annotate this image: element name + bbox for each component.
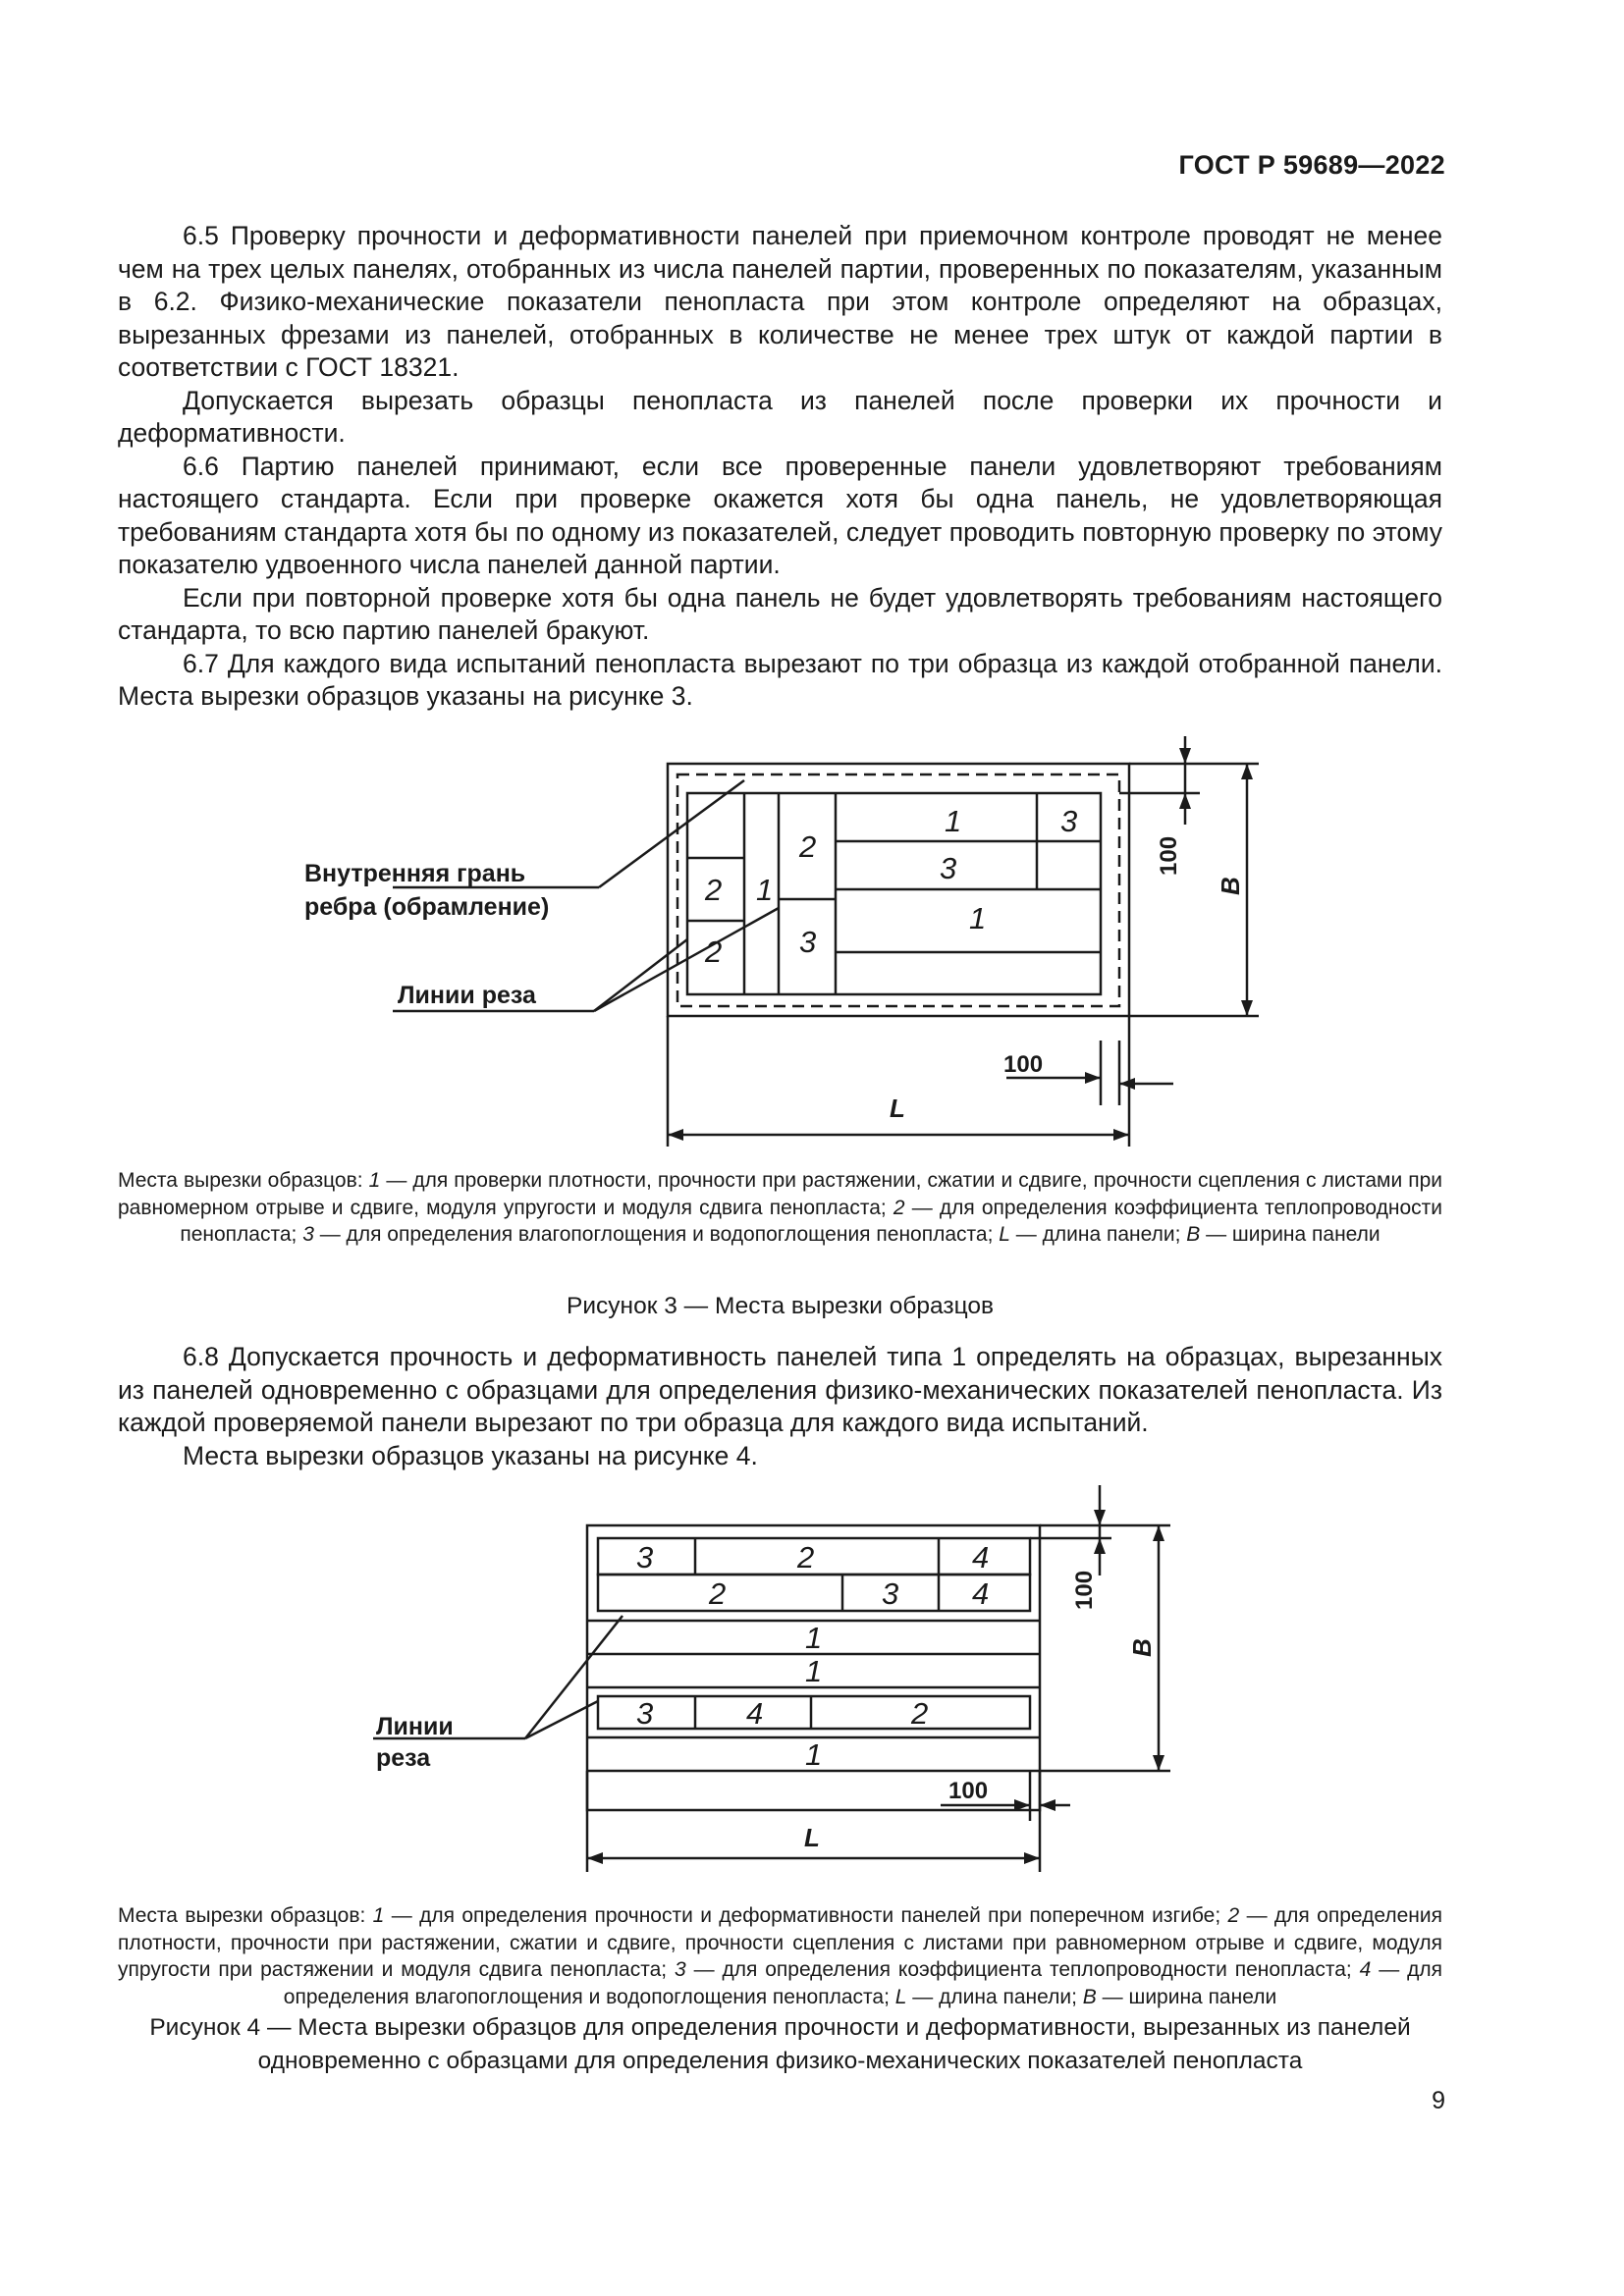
cell-3-mid: 3 (940, 851, 957, 885)
figure-3-drawing (0, 726, 1624, 1158)
row6-cell-1: 1 (805, 1737, 823, 1772)
cell-3-lower: 3 (799, 925, 817, 959)
dim-100-side: 100 (1156, 835, 1182, 876)
figure-3 (0, 726, 1624, 1158)
cell-2-left-upper: 2 (705, 873, 723, 907)
label-inner-edge-line1: Внутренняя грань (304, 860, 526, 887)
dim-100-bottom: 100 (1003, 1051, 1044, 1078)
figure-3-note (118, 1167, 1442, 1249)
dim-L: L (890, 1094, 905, 1123)
paragraph-6-7: 6.7 Для каждого вида испытаний пенопласта вырезают по три образца из каждой отобранной панели. Места вырезки образцов указаны на рисунке 3. (118, 648, 1442, 711)
document-code: ГОСТ Р 59689—2022 (1178, 150, 1445, 180)
section-text-upper (118, 220, 1442, 714)
paragraph-6-5: 6.5 Проверку прочности и деформативности панелей при приемочном контроле проводят не менее чем на трех целых панелях, отобранных из числа панелей партии, проверенных по показателям, указанным в 6.2. Физико-механические показатели пенопласта при этом контроле определяют на образцах, вырезанных фрезами из панелей, отобранных в количестве не менее трех штук от каждой партии в соответствии с ГОСТ 18321. (118, 221, 1442, 382)
figure-4-caption (118, 2011, 1442, 2078)
label-inner-edge-line2: ребра (обрамление) (304, 893, 550, 921)
paragraph-6-8-ref: Места вырезки образцов указаны на рисунке 4. (183, 1440, 758, 1470)
page-number: 9 (1432, 2087, 1445, 2114)
label-cut-lines: Линии реза (398, 982, 536, 1009)
cell-2-mid: 2 (799, 829, 817, 864)
paragraph-6-5-allowance: Допускается вырезать образцы пенопласта из панелей после проверки их прочности и деформативности. (118, 385, 1442, 448)
figure-3-caption: Рисунок 3 — Места вырезки образцов (567, 1293, 994, 1319)
figure-3-note-text: Места вырезки образцов: 1 — для проверки плотности, прочности при растяжении, сжатии и сдвиге, прочности сцепления с листами при равномерном отрыве и сдвиге, модуля упругости и модуля сдвига пенопласта; 2 — для определения коэффициента теплопроводности пенопласта; 3 — для определения влагопоглощения и водопоглощения пенопласта; L — длина панели; B — ширина панели (118, 1169, 1442, 1246)
row1-cell-4: 4 (972, 1540, 990, 1575)
figure-4-caption-line2: одновременно с образцами для определения физико-механических показателей пенопласта (257, 2048, 1303, 2074)
dim-B: B (1127, 1638, 1157, 1657)
paragraph-6-6: 6.6 Партию панелей принимают, если все проверенные панели удовлетворяют требованиям настоящего стандарта. Если при проверке окажется хотя бы одна панель, не удовлетворяющая требованиям стандарта хотя бы по одному из показателей, следует проводить повторную проверку по этому показателю удвоенного числа панелей данной партии. (118, 451, 1442, 579)
paragraph-6-6-retest: Если при повторной проверке хотя бы одна панель не будет удовлетворять требованиям настоящего стандарта, то всю партию панелей бракуют. (118, 582, 1442, 645)
dim-L: L (804, 1823, 820, 1852)
row2-cell-3: 3 (882, 1576, 899, 1611)
figure-4-note (118, 1902, 1442, 2010)
cell-2-left-lower: 2 (705, 934, 723, 969)
paragraph-6-8: 6.8 Допускается прочность и деформативность панелей типа 1 определять на образцах, вырезанных из панелей одновременно с образцами для определения физико-механических показателей пенопласта. Из каждой проверяемой панели вырезают по три образца для каждого вида испытаний. (118, 1342, 1442, 1437)
row2-cell-2: 2 (709, 1576, 727, 1611)
section-text-lower (118, 1341, 1442, 1472)
row4-cell-1: 1 (805, 1654, 823, 1688)
row2-cell-4: 4 (972, 1576, 990, 1611)
figure-4-caption-line1: Рисунок 4 — Места вырезки образцов для определения прочности и деформативности, вырезанных из панелей (149, 2014, 1411, 2041)
row5-cell-2: 2 (911, 1696, 929, 1731)
cell-1-lower: 1 (969, 901, 987, 935)
row1-cell-2: 2 (797, 1540, 815, 1575)
row5-cell-4: 4 (746, 1696, 764, 1731)
row5-cell-3: 3 (636, 1696, 654, 1731)
row1-cell-3: 3 (636, 1540, 654, 1575)
row3-cell-1: 1 (805, 1621, 823, 1655)
dim-100-side: 100 (1071, 1570, 1098, 1610)
figure-4 (0, 1477, 1624, 1895)
figure-4-drawing (0, 1477, 1624, 1895)
figure-4-note-text: Места вырезки образцов: 1 — для определения прочности и деформативности панелей при поперечном изгибе; 2 — для определения плотности, прочности при растяжении, сжатии и сдвиге, прочности сцепления с листами при равномерном отрыве и сдвиге, модуля упругости при растяжении и модуля сдвига пенопласта; 3 — для определения коэффициента теплопроводности пенопласта; 4 — для определения влагопоглощения и водопоглощения пенопласта; L — длина панели; B — ширина панели (118, 1904, 1442, 2008)
cell-1-narrow: 1 (756, 873, 774, 907)
dim-B: B (1216, 877, 1245, 895)
cell-3-top-right: 3 (1060, 804, 1078, 838)
label-cut-lines-line1: Линии (376, 1713, 454, 1740)
cell-1-top: 1 (945, 804, 962, 838)
dim-100-bottom: 100 (948, 1778, 989, 1804)
label-cut-lines-line2: реза (376, 1744, 431, 1772)
